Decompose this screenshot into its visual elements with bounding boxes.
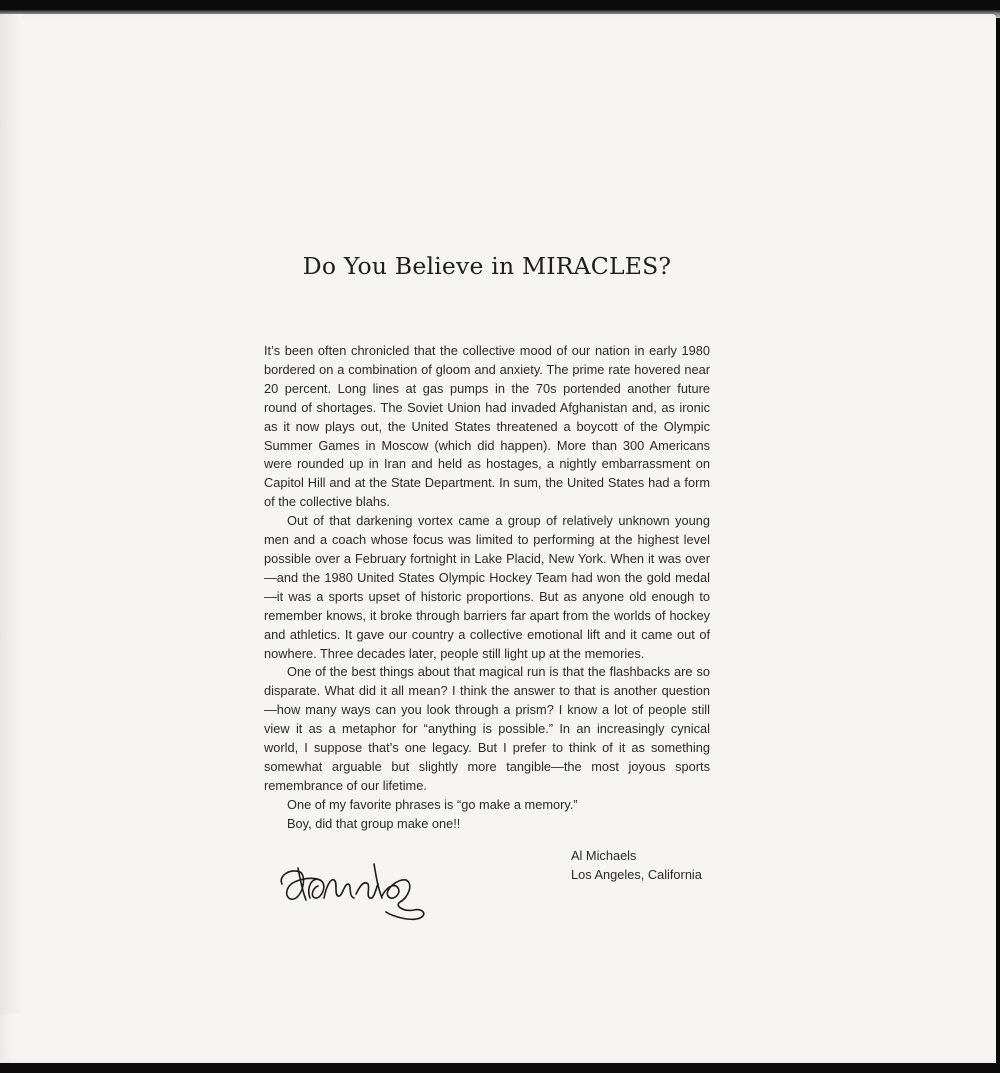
author-signoff [571, 846, 702, 884]
foreword-text [264, 342, 710, 834]
paragraph-4: One of my favorite phrases is “go make a memory.” [287, 796, 578, 812]
handwritten-signature [276, 858, 436, 924]
paragraph-5: Boy, did that group make one!! [287, 815, 461, 831]
author-location: Los Angeles, California [571, 867, 702, 882]
paragraph-3: One of the best things about that magical run is that the flashbacks are so disparate. What did it all mean? I think the answer to that is another question—how many ways can you look through a prism? I know a lot of people still view it as a metaphor for “anything is possible.” In an increasingly cynical world, I suppose that’s one legacy. But I prefer to think of it as something somewhat arguable but slightly more tangible—the most joyous sports remembrance of our lifetime. [264, 664, 710, 793]
page-gutter-shadow [0, 14, 22, 1014]
page-title: Do You Believe in MIRACLES? [302, 252, 672, 280]
paragraph-1: It’s been often chronicled that the collective mood of our nation in early 1980 bordered on a combination of gloom and anxiety. The prime rate hovered near 20 percent. Long lines at gas pumps in the 70s portended another future round of shortages. The Soviet Union had invaded Afghanistan and, as ironic as it now plays out, the United States threatened a boycott of the Olympic Summer Games in Moscow (which did happen). More than 300 Americans were rounded up in Iran and held as hostages, a nightly embarrassment on Capitol Hill and at the State Department. In sum, the United States had a form of the collective blahs. [264, 343, 710, 510]
author-name: Al Michaels [571, 848, 637, 863]
paragraph-2: Out of that darkening vortex came a group of relatively unknown young men and a coach whose focus was limited to performing at the highest level possible over a February fortnight in Lake Placid, New York. When it was over—and the 1980 United States Olympic Hockey Team had won the gold medal—it was a sports upset of historic proportions. But as anyone old enough to remember knows, it broke through barriers far apart from the worlds of hockey and athletics. It gave our country a collective emotional lift and it came out of nowhere. Three decades later, people still light up at the memories. [264, 513, 710, 661]
